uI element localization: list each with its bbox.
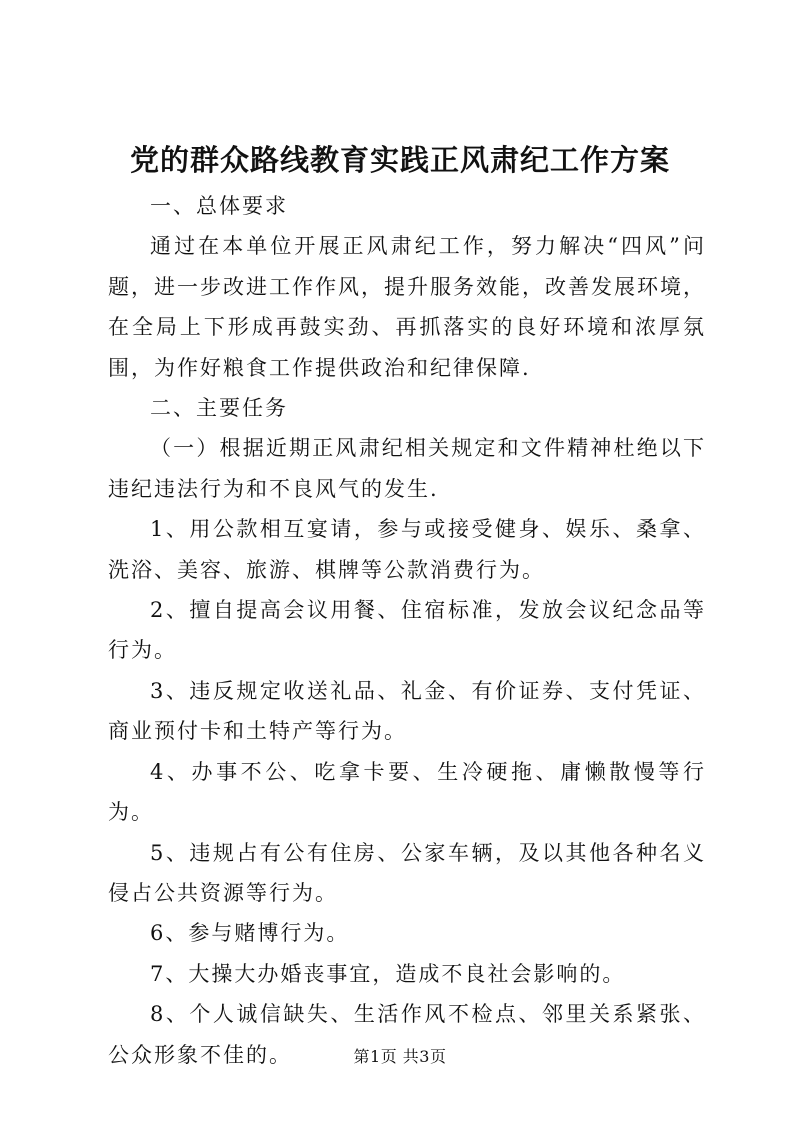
- document-body: [108, 186, 706, 1075]
- document-title: 党的群众路线教育实践正风肃纪工作方案: [129, 143, 670, 177]
- list-item: 4、办事不公、吃拿卡要、生冷硬拖、庸懒散慢等行为。: [108, 759, 706, 825]
- section-heading-tasks: 二、主要任务: [150, 396, 288, 421]
- list-item: 2、擅自提高会议用餐、住宿标准，发放会议纪念品等行为。: [108, 598, 706, 663]
- list-item: 5、违规占有公有住房、公家车辆，及以其他各种名义侵占公共资源等行为。: [108, 840, 706, 905]
- paragraph-subsection-1: （一）根据近期正风肃纪相关规定和文件精神杜绝以下违纪违法行为和不良风气的发生.: [108, 436, 706, 501]
- section-heading-requirements: 一、总体要求: [150, 194, 288, 218]
- list-item: 6、参与赌博行为。: [150, 921, 350, 946]
- list-item: 3、违反规定收送礼品、礼金、有价证券、支付凭证、商业预付卡和土特产等行为。: [108, 678, 706, 744]
- paragraph-requirements: 通过在本单位开展正风肃纪工作，努力解决“四风”问题，进一步改进工作作风，提升服务效能，改善发展环境，在全局上下形成再鼓实劲、再抓落实的良好环境和浓厚氛围，为作好粮食工作提供政治和纪律保障.: [108, 234, 706, 380]
- list-item: 7、大操大办婚丧事宜，造成不良社会影响的。: [150, 961, 626, 986]
- list-item: 8、个人诚信缺失、生活作风不检点、邻里关系紧张、公众形象不佳的。: [108, 1002, 706, 1067]
- list-item: 1、用公款相互宴请，参与或接受健身、娱乐、桑拿、洗浴、美容、旅游、棋牌等公款消费行为。: [108, 517, 706, 582]
- page-footer: 第1页 共3页: [353, 1047, 447, 1066]
